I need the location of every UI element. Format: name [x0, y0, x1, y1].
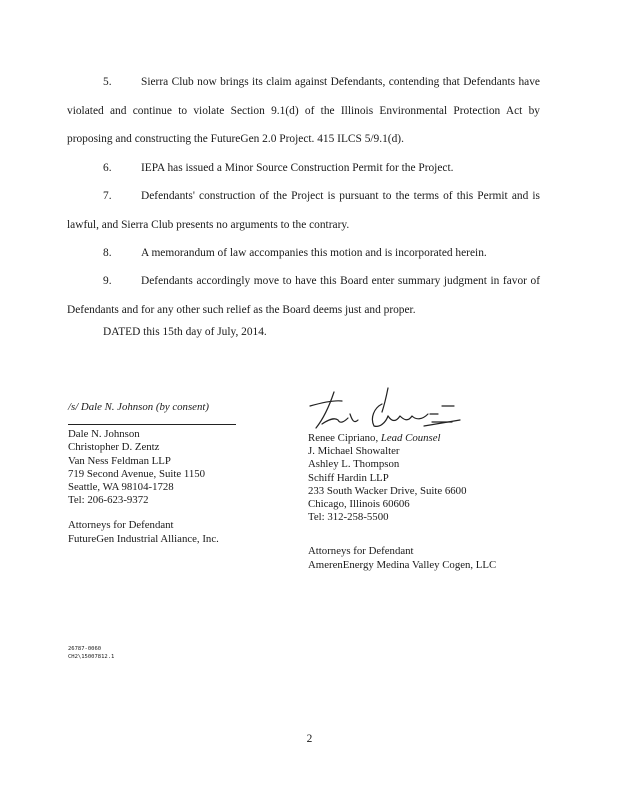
paragraph-number: 5. [103, 76, 112, 88]
right-attorneys-for: Attorneys for Defendant [308, 545, 414, 558]
left-signer-line: Tel: 206-623-9372 [68, 494, 149, 507]
document-code: CH2\15007812.1 [68, 654, 115, 660]
paragraph-5 [67, 68, 540, 154]
page-number: 2 [306, 733, 313, 745]
right-signer-name: Renee Cipriano, Lead Counsel [308, 432, 441, 444]
right-signature-block [308, 432, 496, 572]
paragraph-text: IEPA has issued a Minor Source Construction Permit for the Project. [141, 162, 454, 174]
right-signer-line: 233 South Wacker Drive, Suite 6600 [308, 484, 467, 497]
left-signer-line: Seattle, WA 98104-1728 [68, 481, 174, 494]
paragraph-number: 6. [103, 162, 112, 174]
paragraph-text: A memorandum of law accompanies this motion and is incorporated herein. [141, 247, 487, 259]
signer-role: Lead Counsel [380, 432, 441, 444]
left-attorneys-for: Attorneys for Defendant [68, 519, 174, 532]
paragraph-text: Defendants' construction of the Project is pursuant to the terms of this Permit and is lawful, and Sierra Club presents no arguments to the contrary. [67, 190, 540, 231]
paragraph-9 [67, 267, 540, 324]
right-signer-line: Chicago, Illinois 60606 [308, 498, 410, 511]
left-signature-block [68, 401, 236, 546]
signature-line [68, 424, 236, 425]
handwritten-signature [304, 384, 464, 434]
paragraph-text: Defendants accordingly move to have this Board enter summary judgment in favor of Defendants and for any other such relief as the Board deems just and proper. [67, 275, 540, 316]
left-signer-line: Van Ness Feldman LLP [68, 454, 171, 467]
right-client-name: AmerenEnergy Medina Valley Cogen, LLC [308, 558, 497, 571]
matter-code: 26787-0060 [68, 646, 102, 652]
left-signer-line: 719 Second Avenue, Suite 1150 [68, 467, 206, 480]
right-signer-line: J. Michael Showalter [308, 445, 400, 458]
document-id-footer [68, 645, 114, 661]
paragraph-number: 7. [103, 190, 112, 202]
right-signer-line: Tel: 312-258-5500 [308, 511, 389, 524]
left-client-name: FutureGen Industrial Alliance, Inc. [68, 532, 219, 545]
paragraph-number: 9. [103, 275, 112, 287]
left-signer-line: Christopher D. Zentz [68, 441, 160, 454]
paragraph-text: Sierra Club now brings its claim against Defendants, contending that Defendants have violated and continue to violate Section 9.1(d) of the Illinois Environmental Protection Act by proposing and constructing the FutureGen 2.0 Project. 415 ILCS 5/9.1(d). [67, 76, 540, 145]
left-signer-line: Dale N. Johnson [68, 428, 140, 441]
paragraph-8 [67, 239, 540, 268]
right-signer-line: Ashley L. Thompson [308, 458, 400, 471]
right-signer-line: Schiff Hardin LLP [308, 471, 389, 484]
slash-signature: /s/ Dale N. Johnson (by consent) [68, 401, 209, 413]
paragraph-7 [67, 182, 540, 239]
paragraph-number: 8. [103, 247, 112, 259]
paragraph-6 [67, 154, 540, 183]
dated-line: DATED this 15th day of July, 2014. [103, 326, 267, 338]
